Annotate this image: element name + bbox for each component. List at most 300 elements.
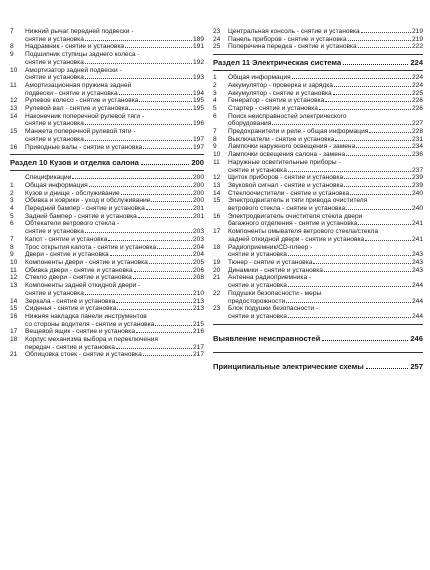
entry-page-number: 240	[411, 205, 423, 213]
troubleshooting-page: 246	[410, 333, 423, 343]
entry-body	[25, 274, 204, 282]
entry-body	[228, 105, 423, 113]
leader-dots	[325, 101, 411, 102]
entry-number: 6	[10, 220, 14, 228]
entry-title: ветрового стекла - снятие и установка	[228, 205, 346, 213]
entry-title: снятие и установка	[25, 135, 84, 143]
entry-page-number: 201	[192, 205, 204, 213]
troubleshooting-heading	[213, 334, 423, 343]
entry-number: 20	[213, 266, 221, 274]
leader-dots	[288, 255, 411, 256]
entry-number: 18	[213, 243, 221, 251]
leader-dots	[146, 209, 192, 210]
entry-text-line: Нижняя накладка панели инструментов	[25, 312, 147, 320]
entry-body	[25, 113, 204, 128]
entry-body	[228, 151, 423, 159]
entry-title: Выключатели - снятие и установка	[228, 135, 335, 143]
entry-body	[25, 67, 204, 82]
entry-title: Облицовка стоек - снятие и установка	[25, 351, 142, 359]
entry-page-number: 231	[411, 135, 423, 143]
entry-leader-line	[228, 190, 423, 198]
leader-dots	[85, 63, 192, 64]
leader-dots	[365, 240, 411, 241]
entry-leader-line	[228, 105, 423, 113]
entry-number: 12	[213, 174, 221, 182]
toc-entry	[213, 90, 423, 98]
leader-dots	[343, 64, 408, 65]
toc-entry	[10, 182, 204, 190]
entry-page-number: 189	[192, 35, 204, 43]
entry-title: багажного отделения - снятие и установка	[228, 220, 358, 228]
entry-leader-line	[228, 90, 423, 98]
entry-number: 7	[10, 235, 14, 243]
entry-body	[25, 182, 204, 190]
entry-text-line: Подушки безопасности - меры	[228, 289, 322, 297]
entry-page-number: 194	[192, 89, 204, 97]
divider	[10, 154, 204, 155]
entry-page-number: 195	[192, 105, 204, 113]
entry-leader-line	[228, 151, 423, 159]
entry-title: Кузов и днище - обслуживание	[25, 189, 120, 197]
divider	[213, 352, 423, 353]
entry-leader-line	[25, 90, 204, 98]
entry-text-line: Электродвигатель очистителя стекла двери	[228, 212, 363, 220]
entry-page-number: 244	[411, 297, 423, 305]
leader-dots	[108, 240, 192, 241]
leader-dots	[286, 302, 411, 303]
toc-entry	[213, 274, 423, 289]
entry-number: 9	[213, 143, 217, 151]
entry-page-number: 239	[411, 181, 423, 189]
entry-number: 3	[10, 197, 14, 205]
leader-dots	[350, 194, 411, 195]
wiring-diagrams-title: Принципиальные электрические схемы	[213, 361, 364, 371]
entry-text-line: Компоненты задней откидной двери -	[25, 282, 141, 290]
entry-body	[25, 328, 204, 336]
entry-title: Динамики - снятие и установка	[228, 266, 323, 274]
entry-leader-line	[25, 136, 204, 144]
entry-body	[228, 228, 423, 243]
entry-leader-line	[228, 205, 423, 213]
entry-page-number: 196	[192, 120, 204, 128]
entry-page-number: 213	[192, 297, 204, 305]
leader-dots	[125, 47, 192, 48]
entry-title: Задний бампер - снятие и установка	[25, 212, 137, 220]
entry-body	[25, 43, 204, 51]
toc-entry	[213, 259, 423, 267]
entry-body	[228, 197, 423, 212]
entry-number: 13	[10, 282, 18, 290]
entry-title: снятие и установка	[25, 228, 84, 236]
entry-number: 8	[10, 243, 14, 251]
leader-dots	[143, 355, 192, 356]
toc-entry	[213, 244, 423, 259]
entry-text-line: Амортизатор задней подвески -	[25, 66, 122, 74]
entry-body	[228, 90, 423, 98]
entry-page-number: 240	[411, 189, 423, 197]
toc-entry	[213, 174, 423, 182]
leader-dots	[335, 140, 411, 141]
leader-dots	[369, 132, 411, 133]
entry-leader-line	[25, 144, 204, 152]
entry-title: Капот - снятие и установка	[25, 235, 108, 243]
entry-page-number: 200	[192, 189, 204, 197]
toc-list-section9	[10, 28, 204, 151]
leader-dots	[151, 201, 192, 202]
leader-dots	[272, 124, 411, 125]
entry-page-number: 208	[192, 274, 204, 282]
entry-page-number: 237	[411, 166, 423, 174]
section-10-title: Раздел 10 Кузов и отделка салона	[10, 158, 139, 168]
leader-dots	[366, 368, 409, 369]
entry-title: снятие и установка	[25, 58, 84, 66]
entry-title: Вещевой ящик - снятие и установка	[25, 328, 135, 336]
entry-title: снятие и установка	[228, 166, 287, 174]
toc-entry	[10, 67, 204, 82]
entry-number: 16	[10, 312, 18, 320]
toc-entry	[213, 113, 423, 128]
entry-number: 22	[213, 289, 221, 297]
entry-page-number: 200	[192, 197, 204, 205]
entry-leader-line	[228, 74, 423, 82]
entry-leader-line	[228, 120, 423, 128]
toc-entry	[10, 205, 204, 213]
leader-dots	[85, 232, 192, 233]
toc-entry	[10, 128, 204, 143]
toc-entry	[10, 351, 204, 359]
toc-left-column	[10, 28, 204, 359]
entry-title: подвески - снятие и установка	[25, 89, 118, 97]
toc-entry	[10, 43, 204, 51]
entry-text-line: Электродвигатель и тяги привода очистителя	[228, 197, 368, 205]
entry-number: 21	[10, 351, 18, 359]
entry-title: Стартер - снятие и установка	[228, 104, 318, 112]
entry-page-number: 225	[411, 89, 423, 97]
entry-number: 15	[10, 128, 18, 136]
entry-body	[25, 205, 204, 213]
toc-entry	[213, 151, 423, 159]
entry-title: снятие и установка	[25, 35, 84, 43]
leader-dots	[116, 302, 192, 303]
entry-leader-line	[228, 136, 423, 144]
entry-page-number: 217	[192, 343, 204, 351]
entry-title: оборудования	[228, 120, 272, 128]
leader-dots	[356, 147, 411, 148]
toc-list-section11	[213, 74, 423, 321]
leader-dots	[344, 186, 411, 187]
entry-title: Звуковой сигнал - снятие и установка	[228, 181, 344, 189]
entry-text-line: Корпус механизма выбора и переключения	[25, 336, 158, 344]
entry-page-number: 228	[411, 128, 423, 136]
entry-leader-line	[25, 298, 204, 306]
entry-body	[25, 174, 204, 182]
entry-number: 13	[10, 105, 18, 113]
entry-body	[228, 28, 423, 36]
entry-body	[25, 197, 204, 205]
entry-page-number: 224	[411, 74, 423, 82]
leader-dots	[141, 164, 189, 165]
entry-page-number: 241	[411, 235, 423, 243]
entry-title: снятие и установка	[228, 312, 287, 320]
leader-dots	[143, 148, 192, 149]
entry-title: снятие и установка	[25, 289, 84, 297]
divider	[213, 324, 423, 325]
entry-title: снятие и установка	[25, 120, 84, 128]
leader-dots	[85, 40, 192, 41]
entry-page-number: 204	[192, 243, 204, 251]
entry-title: снятие и установка	[228, 251, 287, 259]
toc-entry	[10, 313, 204, 328]
toc-entry	[10, 82, 204, 97]
entry-body	[228, 190, 423, 198]
entry-body	[25, 251, 204, 259]
entry-body	[228, 36, 423, 44]
entry-body	[25, 298, 204, 306]
entry-leader-line	[228, 97, 423, 105]
entry-page-number: 205	[192, 258, 204, 266]
entry-body	[25, 236, 204, 244]
entry-title: Передний бампер - снятие и установка	[25, 205, 145, 213]
entry-leader-line	[25, 228, 204, 236]
entry-page-number: 243	[411, 266, 423, 274]
entry-number: 14	[10, 112, 18, 120]
entry-leader-line	[25, 36, 204, 44]
leader-dots	[157, 248, 192, 249]
entry-page-number: 204	[192, 251, 204, 259]
entry-title: Надрамник - снятие и установка	[25, 43, 125, 51]
entry-leader-line	[25, 182, 204, 190]
entry-number: 15	[10, 305, 18, 313]
entry-number: 12	[10, 274, 18, 282]
entry-page-number: 239	[411, 174, 423, 182]
entry-number: 5	[10, 212, 14, 220]
entry-title: Стеклоочистители - снятие и установка	[228, 189, 350, 197]
toc-entry	[213, 28, 423, 36]
entry-title: Стекло двери - снятие и установка	[25, 274, 132, 282]
leader-dots	[139, 101, 192, 102]
entry-leader-line	[25, 120, 204, 128]
entry-body	[25, 259, 204, 267]
entry-leader-line	[228, 236, 423, 244]
leader-dots	[85, 124, 192, 125]
entry-text-line: Антенна радиоприемника -	[228, 274, 312, 282]
entry-body	[228, 43, 423, 51]
toc-entry	[10, 305, 204, 313]
entry-body	[25, 220, 204, 235]
entry-page-number: 222	[411, 43, 423, 51]
entry-leader-line	[228, 43, 423, 51]
toc-entry	[10, 113, 204, 128]
leader-dots	[121, 194, 192, 195]
entry-page-number: 243	[411, 258, 423, 266]
entry-page-number: 213	[192, 305, 204, 313]
leader-dots	[129, 109, 192, 110]
entry-leader-line	[25, 328, 204, 336]
entry-text-line: Блок подушки безопасности -	[228, 305, 319, 313]
entry-text-line: Компоненты омывателя ветрового стекла/стекла	[228, 228, 379, 236]
entry-number: 2	[10, 189, 14, 197]
entry-number: 10	[10, 66, 18, 74]
entry-body	[25, 305, 204, 313]
entry-number: 12	[10, 97, 18, 105]
entry-title: Общая информация	[228, 74, 291, 82]
entry-title: Предохранители и реле - общая информация	[228, 128, 369, 136]
entry-number: 6	[213, 112, 217, 120]
toc-entry	[10, 236, 204, 244]
entry-page-number: 197	[192, 135, 204, 143]
entry-leader-line	[228, 174, 423, 182]
entry-leader-line	[25, 74, 204, 82]
toc-list-section10	[10, 174, 204, 359]
entry-text-line: Обтекатели ветрового стекла -	[25, 220, 120, 228]
divider	[10, 170, 204, 171]
entry-page-number: 192	[192, 58, 204, 66]
toc-entry	[10, 244, 204, 252]
entry-title: Аккумулятор - снятие и установка	[228, 89, 332, 97]
entry-leader-line	[228, 259, 423, 267]
leader-dots	[133, 278, 192, 279]
entry-title: Приводные валы - снятие и установка	[25, 143, 143, 151]
entry-body	[25, 82, 204, 97]
leader-dots	[361, 32, 411, 33]
entry-title: Центральная консоль - снятие и установка	[228, 28, 360, 35]
entry-page-number: 226	[411, 104, 423, 112]
entry-page-number: 241	[411, 220, 423, 228]
entry-number: 21	[213, 274, 221, 282]
entry-text-line: Подшипник ступицы заднего колеса -	[25, 51, 140, 59]
entry-number: 1	[213, 74, 217, 82]
toc-entry	[213, 82, 423, 90]
entry-body	[228, 213, 423, 228]
entry-title: снятие и установка	[228, 282, 287, 290]
entry-body	[25, 128, 204, 143]
leader-dots	[346, 155, 411, 156]
entry-number: 10	[10, 258, 18, 266]
entry-leader-line	[228, 28, 423, 36]
toc-entry	[213, 159, 423, 174]
entry-body	[228, 174, 423, 182]
entry-text-line: Нижний рычаг передней подвески -	[25, 28, 134, 35]
entry-body	[228, 143, 423, 151]
leader-dots	[348, 40, 411, 41]
toc-entry	[213, 43, 423, 51]
entry-number: 17	[213, 228, 221, 236]
leader-dots	[313, 263, 411, 264]
entry-title: Зеркала - снятие и установка	[25, 297, 116, 305]
entry-title: Обивка двери - снятие и установка	[25, 266, 133, 274]
entry-text-line: Радиоприемник/CD-плеер -	[228, 243, 313, 251]
toc-entry	[213, 182, 423, 190]
leader-dots	[85, 140, 192, 141]
entry-number: 19	[213, 258, 221, 266]
entry-title: Лампочки освещения салона - замена	[228, 151, 346, 159]
entry-page-number: 226	[411, 97, 423, 105]
entry-page-number: 203	[192, 235, 204, 243]
entry-page-number: 200	[192, 181, 204, 189]
toc-entry	[213, 136, 423, 144]
entry-page-number: 206	[192, 266, 204, 274]
entry-page-number: 224	[411, 81, 423, 89]
toc-right-column	[213, 28, 423, 371]
entry-page-number: 227	[411, 120, 423, 128]
entry-number: 13	[213, 181, 221, 189]
leader-dots	[72, 178, 192, 179]
leader-dots	[358, 224, 411, 225]
entry-leader-line	[228, 36, 423, 44]
entry-leader-line	[25, 305, 204, 313]
entry-title: Щиток приборов - снятие и установка	[228, 174, 344, 182]
toc-list-section10-continued	[213, 28, 423, 51]
entry-number: 1	[10, 181, 14, 189]
entry-leader-line	[25, 59, 204, 67]
entry-body	[228, 305, 423, 320]
leader-dots	[117, 309, 192, 310]
toc-entry	[10, 97, 204, 105]
entry-number: 4	[10, 205, 14, 213]
leader-dots	[288, 286, 411, 287]
toc-entry	[10, 174, 204, 182]
entry-leader-line	[25, 174, 204, 182]
entry-page-number: 243	[411, 251, 423, 259]
entry-number: 18	[10, 336, 18, 344]
leader-dots	[134, 271, 192, 272]
toc-entry	[10, 28, 204, 43]
entry-body	[228, 290, 423, 305]
entry-body	[25, 28, 204, 43]
entry-body	[25, 97, 204, 105]
entry-number: 25	[213, 43, 221, 51]
entry-text-line: Наконечник поперечной рулевой тяги -	[25, 112, 145, 120]
entry-title: Тюнер - снятие и установка	[228, 258, 313, 266]
troubleshooting-title: Выявление неисправностей	[213, 333, 321, 343]
entry-leader-line	[25, 236, 204, 244]
entry-body	[25, 105, 204, 113]
entry-page-number: 201	[192, 212, 204, 220]
entry-body	[228, 97, 423, 105]
entry-page-number: 244	[411, 282, 423, 290]
entry-leader-line	[25, 105, 204, 113]
toc-entry	[213, 143, 423, 151]
entry-number: 14	[213, 189, 221, 197]
entry-body	[228, 259, 423, 267]
entry-body	[228, 244, 423, 259]
entry-leader-line	[25, 259, 204, 267]
toc-entry	[10, 259, 204, 267]
entry-body	[25, 267, 204, 275]
leader-dots	[344, 178, 411, 179]
wiring-diagrams-heading	[213, 362, 423, 371]
entry-title: Поперечина передка - снятие и установка	[228, 43, 357, 51]
entry-title: Панель приборов - снятие и установка	[228, 35, 347, 43]
entry-text-line: Амортизационная пружина задней	[25, 81, 132, 89]
entry-page-number: 244	[411, 312, 423, 320]
entry-number: 2	[213, 81, 217, 89]
entry-page-number: 219	[411, 35, 423, 43]
section-11-title: Раздел 11 Электрическая система	[213, 58, 342, 68]
entry-leader-line	[228, 282, 423, 290]
entry-body	[228, 128, 423, 136]
wiring-diagrams-page: 257	[410, 361, 423, 371]
entry-title: задней откидной двери - снятие и установка	[228, 235, 365, 243]
entry-body	[228, 182, 423, 190]
toc-entry	[213, 305, 423, 320]
leader-dots	[155, 325, 192, 326]
entry-number: 24	[213, 35, 221, 43]
leader-dots	[319, 109, 411, 110]
entry-body	[25, 336, 204, 351]
entry-text-line: Наружные осветительные приборы -	[228, 158, 341, 166]
leader-dots	[358, 47, 411, 48]
